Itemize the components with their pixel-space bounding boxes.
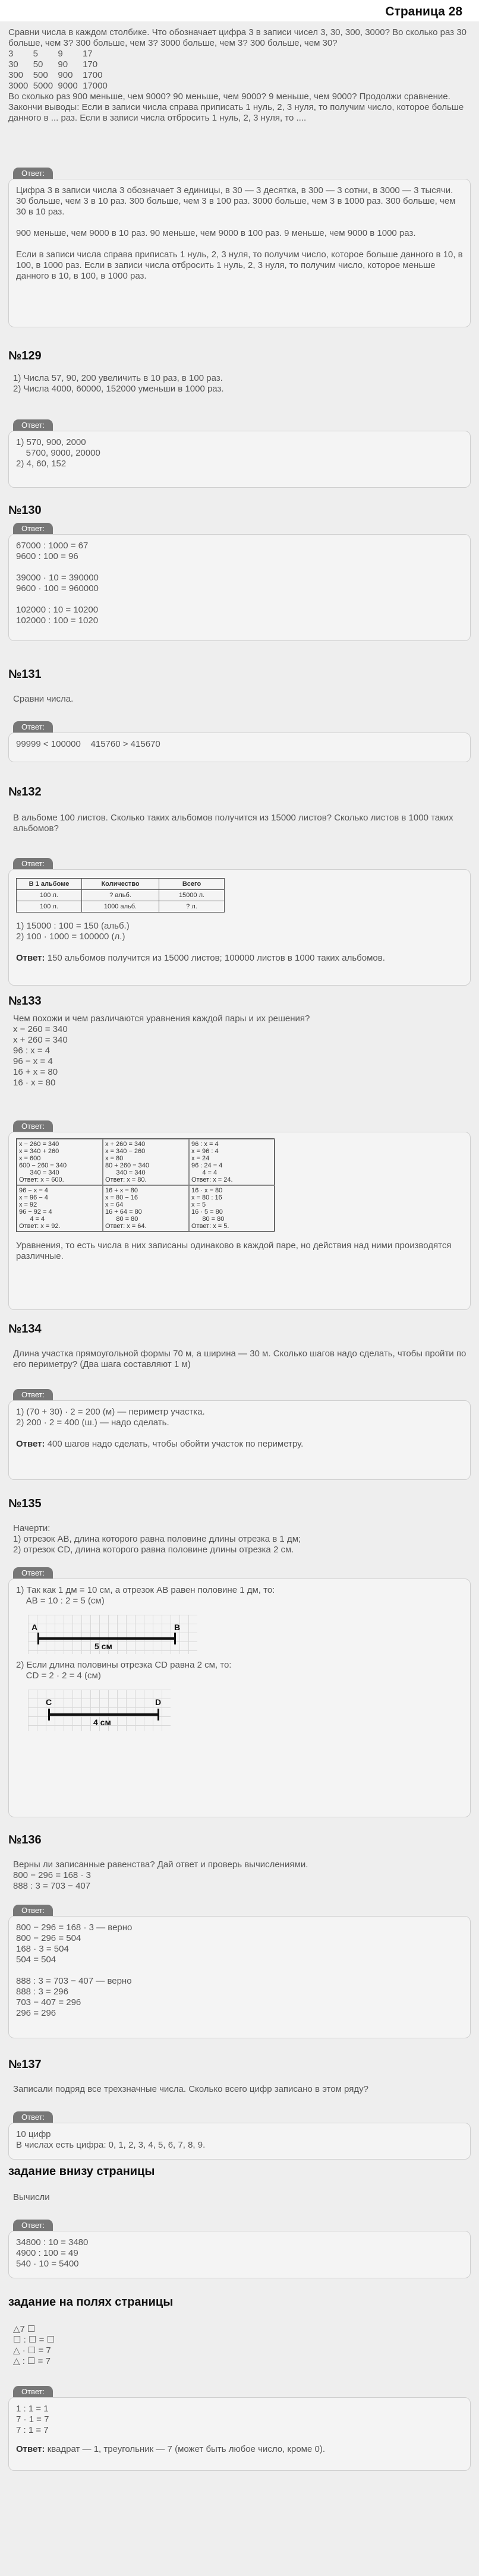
page-title: Страница 28: [385, 5, 462, 18]
task-129-answer-block: [8, 419, 471, 488]
task-134-answer-block: [8, 1389, 471, 1480]
segment-tick: [157, 1709, 159, 1721]
table-cell: 100 л.: [17, 901, 82, 913]
task-134: [8, 1349, 471, 1370]
task-132-text: В альбоме 100 листов. Сколько таких альбомов получится из 15000 листов? Сколько листов в 1000 таких альбомов?: [13, 813, 456, 834]
task-131-text: Сравни числа.: [13, 694, 74, 704]
equation-cell: х − 260 = 340 х = 340 + 260 х = 600 600 − 260 = 340 340 = 340 Ответ: х = 600.: [17, 1139, 103, 1185]
segment-tick: [174, 1633, 176, 1644]
task-132-final: [16, 953, 463, 964]
equation-cell: 16 · х = 80 х = 80 : 16 х = 5 16 · 5 = 80 80 = 80 Ответ: х = 5.: [189, 1185, 275, 1232]
point-d-label: D: [155, 1697, 162, 1707]
task-132-number: №132: [8, 785, 42, 798]
task-131: [8, 694, 471, 705]
task-134-answer: [8, 1400, 471, 1480]
answer-tab[interactable]: Ответ:: [13, 419, 53, 431]
answer-tab[interactable]: Ответ:: [13, 721, 53, 733]
table-row: [17, 890, 225, 901]
segment-cd-line: [49, 1713, 159, 1716]
task-135-answer: [8, 1579, 471, 1817]
answer-tab[interactable]: Ответ:: [13, 858, 53, 869]
margin-answer-block: [8, 2386, 471, 2471]
task-129: [8, 373, 471, 394]
answer-tab[interactable]: Ответ:: [13, 168, 53, 179]
table-header: В 1 альбоме: [17, 879, 82, 890]
task-136: [8, 1860, 471, 1892]
task-135-part1: 1) Так как 1 дм = 10 см, а отрезок АВ равен половине 1 дм, то: АВ = 10 : 2 = 5 (см): [16, 1585, 275, 1606]
table-cell: 100 л.: [17, 890, 82, 901]
intro-answer: Цифра 3 в записи числа 3 обозначает 3 единицы, в 30 — 3 десятка, в 300 — 3 сотни, в 3000 — 3 тысячи. 30 больше, чем 3 в 10 раз. 300 больше, чем 3 в 100 раз. 3000 больше, чем 3 в 1000 раз. 300 больше, чем 30 в 10 раз. 900 меньше, чем 9000 в 10 раз. 90 меньше, чем 9000 в 100 раз. 9 меньше, чем 9000 в 1000 раз. Если в записи числа справа приписать 1 нуль, 2, 3 нуля, то получим число, которое больше данного в 10, в 100, в 1000 раз. Если в записи числа отбросить 1 нуль, 2, 3 нуля, то получим число, которое меньше данного в 10, в 100, в 1000 раз.: [8, 179, 471, 327]
answer-tab[interactable]: Ответ:: [13, 2386, 53, 2397]
final-label: Ответ:: [16, 1439, 45, 1449]
task-137-text: Записали подряд все трехзначные числа. Сколько всего цифр записано в этом ряду?: [13, 2084, 368, 2094]
task-136-text: Верны ли записанные равенства? Дай ответ и проверь вычислениями. 800 − 296 = 168 · 3 888 : 3 = 703 − 407: [13, 1860, 308, 1891]
bottom-task: [8, 2192, 471, 2203]
task-131-answer: 99999 < 100000 415760 > 415670: [8, 733, 471, 762]
table-header: Количество: [82, 879, 159, 890]
task-133-number: №133: [8, 995, 42, 1008]
answer-tab[interactable]: Ответ:: [13, 1905, 53, 1916]
point-c-label: C: [46, 1697, 52, 1707]
task-135-number: №135: [8, 1497, 42, 1510]
intro-text: Сравни числа в каждом столбике. Что обозначает цифра 3 в записи чисел 3, 30, 300, 3000? Во сколько раз 30 больше, чем 3? 300 больше, чем 3? 3000 больше, чем 3? 300 больше, чем 30? 3 5 9 17 30 50 90 170 300 500 900 1700 3000 5000 9000 17000 Во сколько раз 900 меньше, чем 9000? 90 меньше, чем 9000? 9 меньше, чем 9000? Продолжи сравнение. Закончи выводы: Если в записи числа справа приписать 1 нуль, 2, 3 нуля, то получим число, которое больше данного в ... раз. Если в записи числа отбросить 1 нуль, 2, 3 нуля, то ....: [8, 27, 467, 123]
task-129-answer: 1) 570, 900, 2000 5700, 9000, 20000 2) 4, 60, 152: [8, 431, 471, 488]
task-131-answer-block: [8, 721, 471, 762]
table-cell: 1000 альб.: [82, 901, 159, 913]
segment-ab-drawing: [28, 1615, 197, 1654]
task-134-solution: 1) (70 + 30) · 2 = 200 (м) — периметр участка. 2) 200 · 2 = 400 (ш.) — надо сделать.: [16, 1407, 205, 1428]
task-132-solution: 1) 15000 : 100 = 150 (альб.) 2) 100 · 1000 = 100000 (л.): [16, 921, 130, 942]
task-133-answer: [8, 1132, 471, 1310]
task-136-answer: 800 − 296 = 168 · 3 — верно 800 − 296 = 504 168 · 3 = 504 504 = 504 888 : 3 = 703 − 407 — верно 888 : 3 = 296 703 − 407 = 296 296 = 296: [8, 1916, 471, 2038]
task-135-answer-block: [8, 1567, 471, 1817]
task-134-final: [16, 1439, 463, 1450]
margin-final: [16, 2444, 463, 2455]
task-135-part2: 2) Если длина половины отрезка CD равна 2 см, то: CD = 2 · 2 = 4 (см): [16, 1660, 232, 1681]
margin-task-text: △7 ☐ ☐ : ☐ = ☐ △ · ☐ = 7 △ : ☐ = 7: [13, 2324, 55, 2366]
final-text: 400 шагов надо сделать, чтобы обойти участок по периметру.: [45, 1439, 304, 1449]
margin-solution: 1 : 1 = 1 7 · 1 = 7 7 : 1 = 7: [16, 2404, 49, 2435]
point-a-label: A: [31, 1622, 38, 1632]
answer-tab[interactable]: Ответ:: [13, 1120, 53, 1132]
task-137-answer: 10 цифр В числах есть цифра: 0, 1, 2, 3, 4, 5, 6, 7, 8, 9.: [8, 2123, 471, 2160]
equation-cell: 16 + х = 80 х = 80 − 16 х = 64 16 + 64 = 80 80 = 80 Ответ: х = 64.: [103, 1185, 189, 1232]
intro-answer-block: [8, 168, 471, 327]
task-130-number: №130: [8, 504, 42, 517]
table-row: [17, 901, 225, 913]
task-134-number: №134: [8, 1322, 42, 1336]
margin-answer: [8, 2397, 471, 2471]
task-131-number: №131: [8, 668, 42, 681]
albums-table: [16, 878, 225, 913]
segment-cd-drawing: [28, 1690, 171, 1731]
bottom-answer: 34800 : 10 = 3480 4900 : 100 = 49 540 · 10 = 5400: [8, 2231, 471, 2278]
bottom-task-text: Вычисли: [13, 2192, 50, 2202]
equation-cell: 96 : х = 4 х = 96 : 4 х = 24 96 : 24 = 4 4 = 4 Ответ: х = 24.: [189, 1139, 275, 1185]
table-header: Всего: [159, 879, 225, 890]
table-cell: ? альб.: [82, 890, 159, 901]
table-cell: 15000 л.: [159, 890, 225, 901]
segment-cd-length: 4 см: [93, 1718, 111, 1727]
task-129-text: 1) Числа 57, 90, 200 увеличить в 10 раз, в 100 раз. 2) Числа 4000, 60000, 152000 уменьши в 1000 раз.: [13, 373, 224, 394]
answer-tab[interactable]: Ответ:: [13, 2111, 53, 2123]
task-132: [8, 813, 471, 834]
task-133: [8, 1014, 471, 1088]
task-132-answer-block: [8, 858, 471, 986]
equations-grid: [16, 1138, 275, 1232]
answer-tab[interactable]: Ответ:: [13, 523, 53, 534]
equation-cell: 96 − х = 4 х = 96 − 4 х = 92 96 − 92 = 4 4 = 4 Ответ: х = 92.: [17, 1185, 103, 1232]
margin-task: [8, 2324, 471, 2367]
margin-task-title: задание на полях страницы: [8, 2296, 174, 2309]
task-136-number: №136: [8, 1833, 42, 1846]
answer-tab[interactable]: Ответ:: [13, 2220, 53, 2231]
segment-ab-line: [39, 1637, 175, 1640]
final-label: Ответ:: [16, 2444, 45, 2454]
task-133-answer-block: [8, 1120, 471, 1310]
point-b-label: B: [174, 1622, 181, 1632]
task-130-answer: 67000 : 1000 = 67 9600 : 100 = 96 39000 · 10 = 390000 9600 · 100 = 960000 102000 : 10 = 10200 102000 : 100 = 1020: [8, 534, 471, 641]
bottom-task-title: задание внизу страницы: [8, 2165, 155, 2178]
task-136-answer-block: [8, 1905, 471, 2038]
segment-tick: [37, 1633, 39, 1644]
task-129-number: №129: [8, 349, 42, 362]
task-133-text: Чем похожи и чем различаются уравнения каждой пары и их решения? х − 260 = 340 х + 260 = 340 96 : х = 4 96 − х = 4 16 + х = 80 16 · х = 80: [13, 1014, 310, 1088]
bottom-answer-block: [8, 2220, 471, 2278]
answer-tab[interactable]: Ответ:: [13, 1567, 53, 1579]
task-135-text: Начерти: 1) отрезок АВ, длина которого равна половине длины отрезка в 1 дм; 2) отрезок CD, длина которого равна половине длины отрезка 2 см.: [13, 1523, 301, 1555]
segment-tick: [48, 1709, 50, 1721]
task-137-answer-block: [8, 2111, 471, 2160]
table-cell: ? л.: [159, 901, 225, 913]
final-text: 150 альбомов получится из 15000 листов; 100000 листов в 1000 таких альбомов.: [45, 953, 385, 963]
task-134-text: Длина участка прямоугольной формы 70 м, а ширина — 30 м. Сколько шагов надо сделать, чтобы пройти по его периметру? (Два шага составляют 1 м): [13, 1349, 469, 1369]
task-137-number: №137: [8, 2058, 42, 2071]
task-130-answer-block: [8, 523, 471, 641]
equation-cell: х + 260 = 340 х = 340 − 260 х = 80 80 + 260 = 340 340 = 340 Ответ: х = 80.: [103, 1139, 189, 1185]
answer-tab[interactable]: Ответ:: [13, 1389, 53, 1400]
page-header: [0, 0, 479, 21]
intro-task: [8, 27, 471, 124]
task-133-conclusion: Уравнения, то есть числа в них записаны одинаково в каждой паре, но действия над ними производятся различные.: [16, 1240, 452, 1261]
segment-ab-length: 5 см: [94, 1641, 112, 1651]
task-135: [8, 1523, 471, 1555]
final-text: квадрат — 1, треугольник — 7 (может быть любое число, кроме 0).: [45, 2444, 326, 2454]
final-label: Ответ:: [16, 953, 45, 963]
task-132-answer: [8, 869, 471, 986]
task-137: [8, 2084, 471, 2095]
